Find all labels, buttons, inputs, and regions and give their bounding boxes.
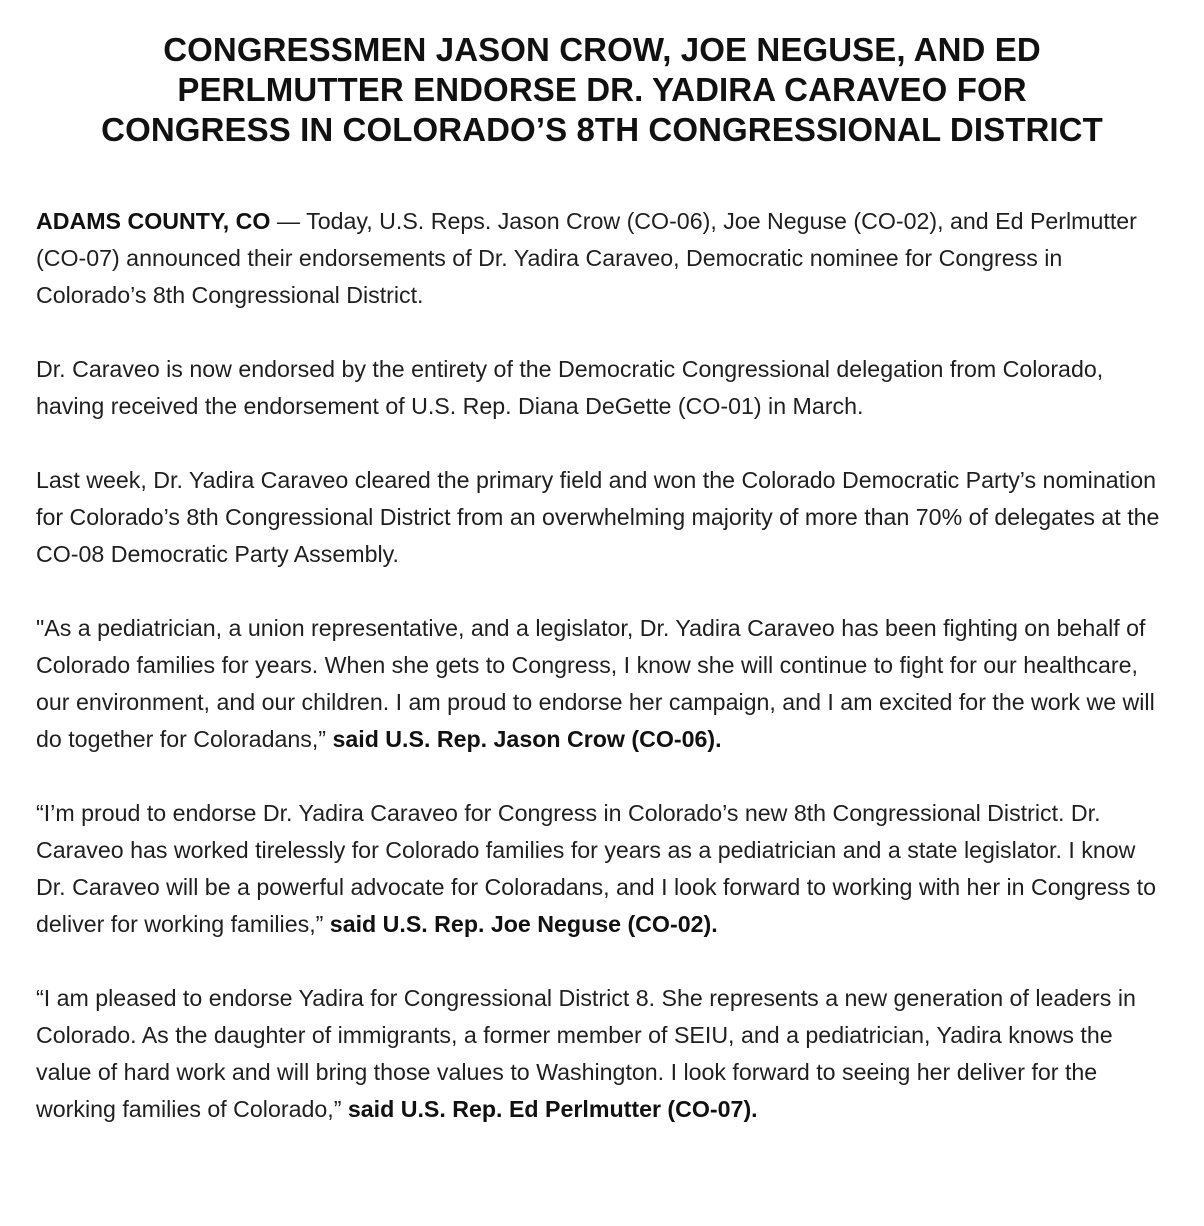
nomination-paragraph: Last week, Dr. Yadira Caraveo cleared the primary field and won the Colorado Democratic Party’s nomination for Colorado’s 8th Congressional District from an overwhelming majority of more than 70% of delegates at the CO-08 Democratic Party Assembly.	[36, 467, 1160, 567]
intro-text: — Today, U.S. Reps. Jason Crow (CO-06), Joe Neguse (CO-02), and Ed Perlmutter (CO-07) announced their endorsements of Dr. Yadira Caraveo, Democratic nominee for Congress in Colorado’s 8th Congressional District.	[36, 208, 1137, 308]
press-release	[36, 30, 1168, 1128]
headline-line-2: PERLMUTTER ENDORSE DR. YADIRA CARAVEO FOR	[177, 71, 1027, 108]
perlmutter-quote: “I am pleased to endorse Yadira for Congressional District 8. She represents a new generation of leaders in Colorado. As the daughter of immigrants, a former member of SEIU, and a pediatrician, Yadira knows the value of hard work and will bring those values to Washington. I look forward to seeing her deliver for the working families of Colorado,”	[36, 985, 1136, 1122]
headline-line-1: CONGRESSMEN JASON CROW, JOE NEGUSE, AND ED	[163, 31, 1041, 68]
neguse-quote: “I’m proud to endorse Dr. Yadira Caraveo for Congress in Colorado’s new 8th Congressional District. Dr. Caraveo has worked tirelessly for Colorado families for years as a pediatrician and a state legislator. I know Dr. Caraveo will be a powerful advocate for Coloradans, and I look forward to working with her in Congress to deliver for working families,”	[36, 800, 1156, 937]
headline	[36, 30, 1168, 150]
dateline: ADAMS COUNTY, CO	[36, 208, 271, 234]
crow-attribution: said U.S. Rep. Jason Crow (CO-06).	[332, 726, 722, 752]
delegation-paragraph: Dr. Caraveo is now endorsed by the entirety of the Democratic Congressional delegation from Colorado, having received the endorsement of U.S. Rep. Diana DeGette (CO-01) in March.	[36, 356, 1104, 419]
neguse-quote-paragraph	[36, 795, 1168, 943]
intro-paragraph	[36, 203, 1168, 314]
perlmutter-quote-paragraph	[36, 980, 1168, 1128]
crow-quote-paragraph	[36, 610, 1168, 758]
crow-quote: "As a pediatrician, a union representative, and a legislator, Dr. Yadira Caraveo has been fighting on behalf of Colorado families for years. When she gets to Congress, I know she will continue to fight for our healthcare, our environment, and our children. I am proud to endorse her campaign, and I am excited for the work we will do together for Coloradans,”	[36, 615, 1155, 752]
neguse-attribution: said U.S. Rep. Joe Neguse (CO-02).	[329, 911, 718, 937]
headline-line-3: CONGRESS IN COLORADO’S 8TH CONGRESSIONAL DISTRICT	[101, 111, 1103, 148]
release-body	[36, 203, 1168, 1128]
perlmutter-attribution: said U.S. Rep. Ed Perlmutter (CO-07).	[347, 1096, 758, 1122]
